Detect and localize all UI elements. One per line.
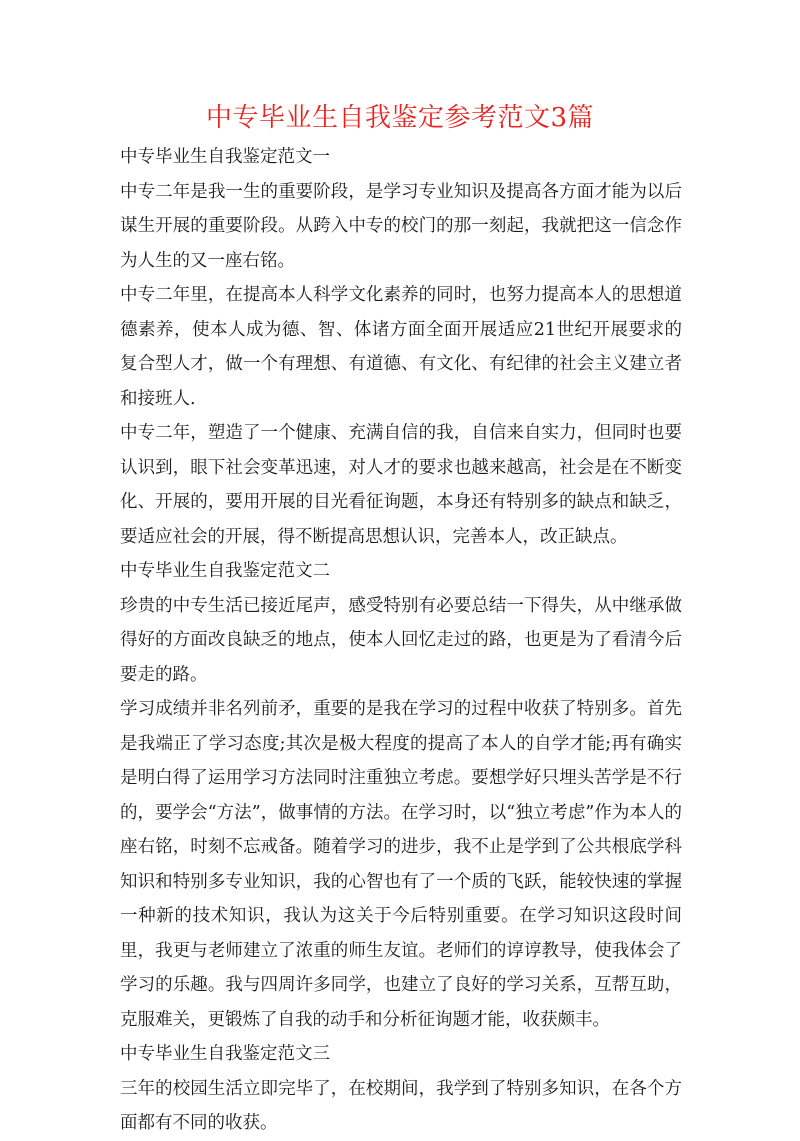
section-heading-1: 中专毕业生自我鉴定范文一 [120,147,330,167]
document-body [120,140,682,1141]
section-heading-3: 中专毕业生自我鉴定范文三 [120,1044,330,1064]
paragraph: 中专二年，塑造了一个健康、充满自信的我，自信来自实力，但同时也要认识到，眼下社会变革迅速，对人才的要求也越来越高，社会是在不断变化、开展的，要用开展的目光看征询题，本身还有特别多的缺点和缺乏，要适应社会的开展，得不断提高思想认识，完善本人，改正缺点。 [120,423,682,547]
paragraph: 学习成绩并非名列前矛，重要的是我在学习的过程中收获了特别多。首先是我端正了学习态度;其次是极大程度的提高了本人的自学才能;再有确实是明白得了运用学习方法同时注重独立考虑。要想学好只埋头苦学是不行的，要学会“方法”，做事情的方法。在学习时，以“独立考虑”作为本人的座右铭，时刻不忘戒备。随着学习的进步，我不止是学到了公共根底学科知识和特别多专业知识，我的心智也有了一个质的飞跃，能较快速的掌握一种新的技术知识，我认为这关于今后特别重要。在学习知识这段时间里，我更与老师建立了浓重的师生友谊。老师们的谆谆教导，使我体会了学习的乐趣。我与四周许多同学，也建立了良好的学习关系，互帮互助，克服难关，更锻炼了自我的动手和分析征询题才能，收获颇丰。 [120,699,682,1030]
paragraph: 三年的校园生活立即完毕了，在校期间，我学到了特别多知识，在各个方面都有不同的收获。 [120,1078,682,1133]
paragraph: 中专二年里，在提高本人科学文化素养的同时，也努力提高本人的思想道德素养，使本人成为德、智、体诸方面全面开展适应21世纪开展要求的复合型人才，做一个有理想、有道德、有文化、有纪律的社会主义建立者和接班人. [120,285,682,409]
page-title: 中专毕业生自我鉴定参考范文3篇 [205,103,595,133]
paragraph: 珍贵的中专生活已接近尾声，感受特别有必要总结一下得失，从中继承做得好的方面改良缺乏的地点，使本人回忆走过的路，也更是为了看清今后要走的路。 [120,595,682,685]
paragraph: 中专二年是我一生的重要阶段，是学习专业知识及提高各方面才能为以后谋生开展的重要阶段。从跨入中专的校门的那一刻起，我就把这一信念作为人生的又一座右铭。 [120,181,682,271]
section-heading-2: 中专毕业生自我鉴定范文二 [120,561,330,581]
